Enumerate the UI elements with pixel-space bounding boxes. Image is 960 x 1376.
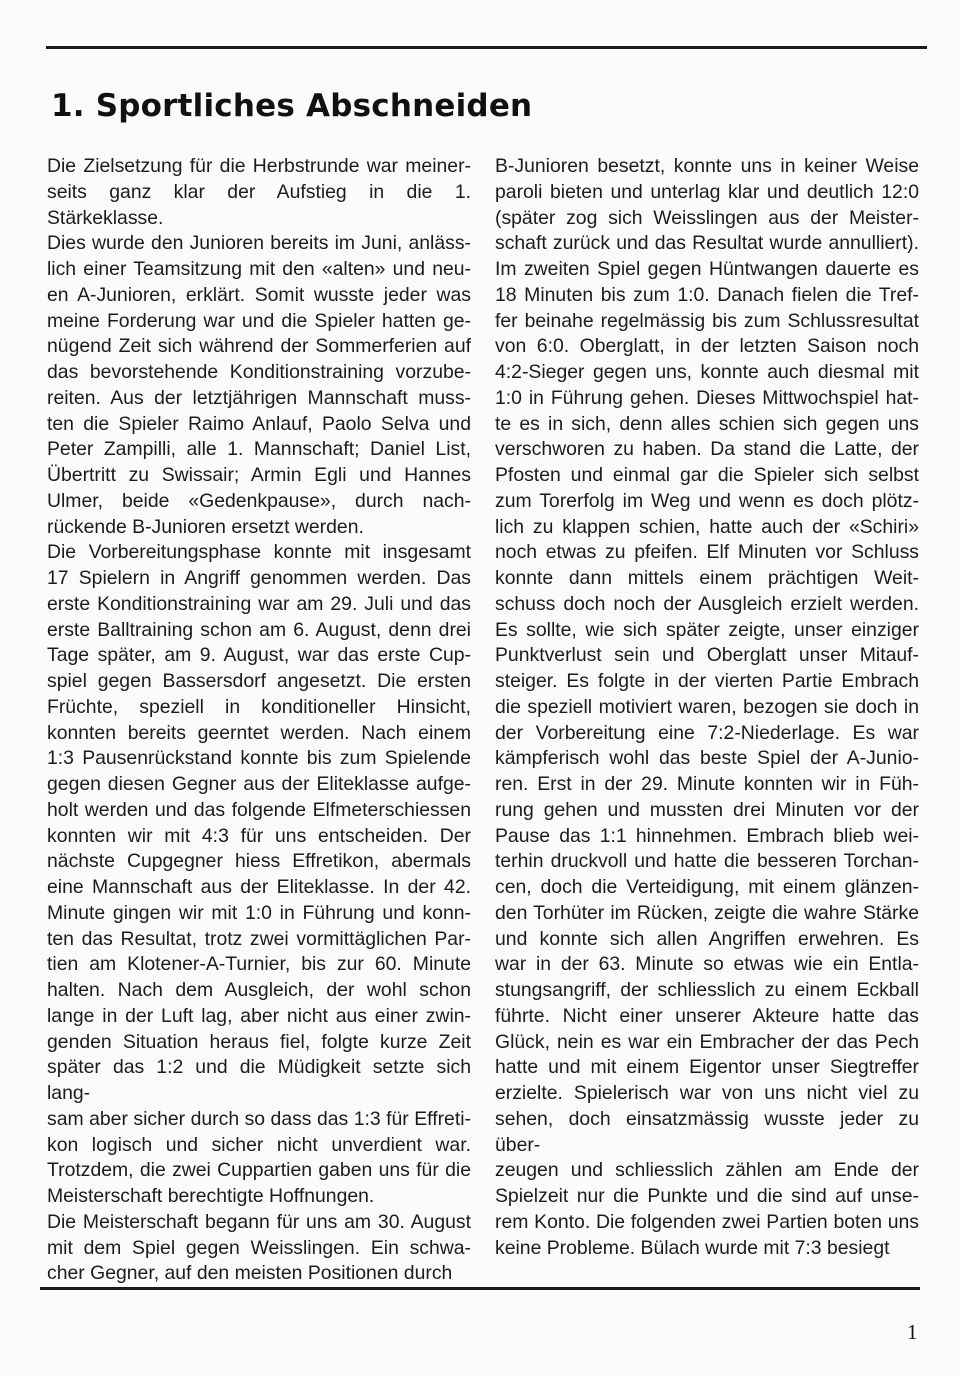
text-line: stungsangriff, der schliesslich zu einem Eckball — [495, 979, 919, 1001]
text-line: rung gehen und mussten drei Minuten vor der — [495, 798, 919, 821]
text-line: Die Zielsetzung für die Herbstrunde war meiner- — [47, 155, 471, 177]
bottom-rule — [40, 1287, 920, 1290]
text-line: konnten bereits geerntet werden. Nach einem — [47, 721, 471, 744]
text-line: paroli bieten und unterlag klar und deutlich 12:0 — [495, 180, 919, 203]
text-line: nügend Zeit sich während der Sommerferien auf — [47, 335, 471, 358]
text-line: konnten wir mit 4:3 für uns entscheiden. Der — [47, 824, 471, 847]
text-line: Minute gingen wir mit 1:0 in Führung und konn- — [47, 901, 471, 924]
text-line: Glück, nein es war ein Embracher der das Pech — [495, 1030, 919, 1053]
text-line: genden Situation heraus fiel, folgte kurze Zeit — [47, 1030, 471, 1053]
text-line: kon logisch und sicher nicht unverdient war. — [47, 1133, 471, 1156]
text-line: Pause das 1:1 hinnehmen. Embrach blieb wei- — [495, 824, 919, 847]
text-line: halten. Nach dem Ausgleich, der wohl schon — [47, 979, 471, 1001]
text-line: Übertritt zu Swissair; Armin Egli und Hannes — [47, 464, 471, 486]
text-line: 4:2-Sieger gegen uns, konnte auch diesmal mit — [495, 361, 919, 383]
text-line: eine Mannschaft aus der Eliteklasse. In der 42. — [47, 876, 471, 898]
text-line: seits ganz klar der Aufstieg in die 1. Stärkeklasse. — [47, 180, 471, 229]
text-line: zum Torerfolg im Weg und wenn es doch plötz- — [495, 489, 919, 512]
text-line: 18 Minuten bis zum 1:0. Danach fielen die Tref- — [495, 283, 919, 306]
text-line: führte. Nicht einer unserer Akteure hatte das — [495, 1004, 919, 1027]
text-line: fer beinahe regelmässig bis zum Schlussresultat — [495, 309, 919, 332]
text-line: 17 Spielern in Angriff genommen werden. Das — [47, 567, 471, 589]
text-line: Peter Zampilli, alle 1. Mannschaft; Daniel List, — [47, 438, 471, 461]
text-line: Früchte, speziell in konditioneller Hinsicht, — [47, 695, 471, 718]
text-line: noch etwas zu pfeifen. Elf Minuten vor Schluss — [495, 541, 919, 564]
left-column — [47, 154, 471, 1287]
text-line: ten die Spieler Raimo Anlauf, Paolo Selva und — [47, 412, 471, 435]
text-line: gegen diesen Gegner aus der Eliteklasse aufge- — [47, 773, 471, 795]
text-line: cher Gegner, auf den meisten Positionen durch — [47, 1262, 453, 1285]
text-line: holt werden und das folgende Elfmeterschiessen — [47, 798, 471, 821]
text-line: von 6:0. Oberglatt, in der letzten Saison noch — [495, 335, 919, 358]
text-line: nächste Cupgegner hiess Effretikon, abermals — [47, 850, 471, 873]
text-line: steiger. Es folgte in der vierten Partie Embrach — [495, 670, 919, 692]
text-line: lange in der Luft lag, aber nicht aus einer zwin- — [47, 1004, 471, 1027]
text-line: te es in sich, denn alles schien sich gegen uns — [495, 412, 919, 435]
text-line: spiel gegen Bassersdorf angesetzt. Die ersten — [47, 670, 471, 692]
text-line: lich zu klappen schien, hatte auch der «Schiri» — [495, 515, 919, 538]
text-line: reiten. Aus der letztjährigen Mannschaft muss- — [47, 386, 471, 409]
text-line: (später zog sich Weisslingen aus der Meister- — [495, 206, 919, 229]
text-line: mit dem Spiel gegen Weisslingen. Ein schwa- — [47, 1236, 471, 1259]
text-line: Punktverlust sein und Oberglatt unser Mitauf- — [495, 644, 919, 667]
text-line: zeugen und schliesslich zählen am Ende der — [495, 1159, 919, 1182]
section-heading: 1. Sportliches Abschneiden — [51, 88, 533, 124]
text-line: später das 1:2 und die Müdigkeit setzte sich lang- — [47, 1056, 471, 1104]
text-line: 1:3 Pausenrückstand konnte bis zum Spielende — [47, 747, 471, 770]
text-line: Die Meisterschaft begann für uns am 30. August — [47, 1210, 471, 1233]
text-line: cen, doch die Verteidigung, mit einem glänzen- — [495, 876, 919, 898]
right-column — [495, 154, 919, 1261]
text-line: meine Forderung war und die Spieler hatten ge- — [47, 309, 471, 332]
text-line: schaft zurück und das Resultat wurde annulliert). — [495, 232, 919, 255]
text-line: 1:0 in Führung gehen. Dieses Mittwochspiel hat- — [495, 386, 919, 409]
text-line: Spielzeit nur die Punkte und die sind auf unse- — [495, 1185, 919, 1207]
text-line: und konnte sich allen Angriffen erwehren. Es — [495, 927, 919, 950]
text-line: sam aber sicher durch so dass das 1:3 für Effreti- — [47, 1107, 471, 1130]
text-line: Meisterschaft berechtigte Hoffnungen. — [47, 1185, 375, 1207]
text-line: tien am Klotener-A-Turnier, bis zur 60. Minute — [47, 953, 471, 976]
text-line: rem Konto. Die folgenden zwei Partien boten uns — [495, 1210, 919, 1233]
text-line: erzielte. Spielerisch war von uns nicht viel zu — [495, 1082, 919, 1104]
text-line: terhin druckvoll und hatte die besseren Torchan- — [495, 850, 919, 873]
text-line: Ulmer, beide «Gedenkpause», durch nach- — [47, 489, 471, 512]
text-line: Dies wurde den Junioren bereits im Juni, anläss- — [47, 232, 471, 255]
text-line: Im zweiten Spiel gegen Hüntwangen dauerte es — [495, 258, 919, 280]
text-line: die speziell motiviert waren, bezogen sie doch in — [495, 695, 919, 718]
text-line: Es sollte, wie sich später zeigte, unser einziger — [495, 618, 919, 641]
text-line: erste Konditionstraining war am 29. Juli und das — [47, 592, 471, 615]
text-line: en A-Junioren, erklärt. Somit wusste jeder was — [47, 283, 471, 306]
text-line: keine Probleme. Bülach wurde mit 7:3 besiegt — [495, 1236, 890, 1259]
text-line: schuss doch noch der Ausgleich erzielt werden. — [495, 592, 919, 615]
text-line: Die Vorbereitungsphase konnte mit insgesamt — [47, 541, 471, 564]
text-line: das bevorstehende Konditionstraining vorzube- — [47, 361, 471, 383]
text-line: rückende B-Junioren ersetzt werden. — [47, 515, 364, 538]
top-rule — [46, 46, 927, 49]
text-line: Pfosten und einmal gar die Spieler sich selbst — [495, 464, 919, 486]
text-line: ren. Erst in der 29. Minute konnten wir in Füh- — [495, 773, 919, 795]
text-line: Tage später, am 9. August, war das erste Cup- — [47, 644, 471, 667]
text-line: lich einer Teamsitzung mit den «alten» und neu- — [47, 258, 471, 280]
text-line: B-Junioren besetzt, konnte uns in keiner Weise — [495, 155, 919, 177]
text-line: erste Balltraining schon am 6. August, denn drei — [47, 618, 471, 641]
text-line: war in der 63. Minute so etwas wie ein Entla- — [495, 953, 919, 976]
text-line: den Torhüter im Rücken, zeigte die wahre Stärke — [495, 901, 919, 924]
text-line: konnte dann mittels einem prächtigen Weit- — [495, 567, 919, 589]
text-line: kämpferisch wohl das beste Spiel der A-Junio- — [495, 747, 919, 770]
page-number: 1 — [907, 1320, 918, 1344]
text-line: verschworen zu haben. Da stand die Latte, der — [495, 438, 919, 461]
text-line: Trotzdem, die zwei Cuppartien gaben uns für die — [47, 1159, 471, 1182]
text-line: der Vorbereitung eine 7:2-Niederlage. Es war — [495, 721, 919, 744]
text-line: sehen, doch einsatzmässig wusste jeder zu über- — [495, 1107, 919, 1156]
text-line: hatte und mit einem Eigentor unser Siegtreffer — [495, 1056, 919, 1079]
text-line: ten das Resultat, trotz zwei vormittäglichen Par- — [47, 927, 471, 950]
